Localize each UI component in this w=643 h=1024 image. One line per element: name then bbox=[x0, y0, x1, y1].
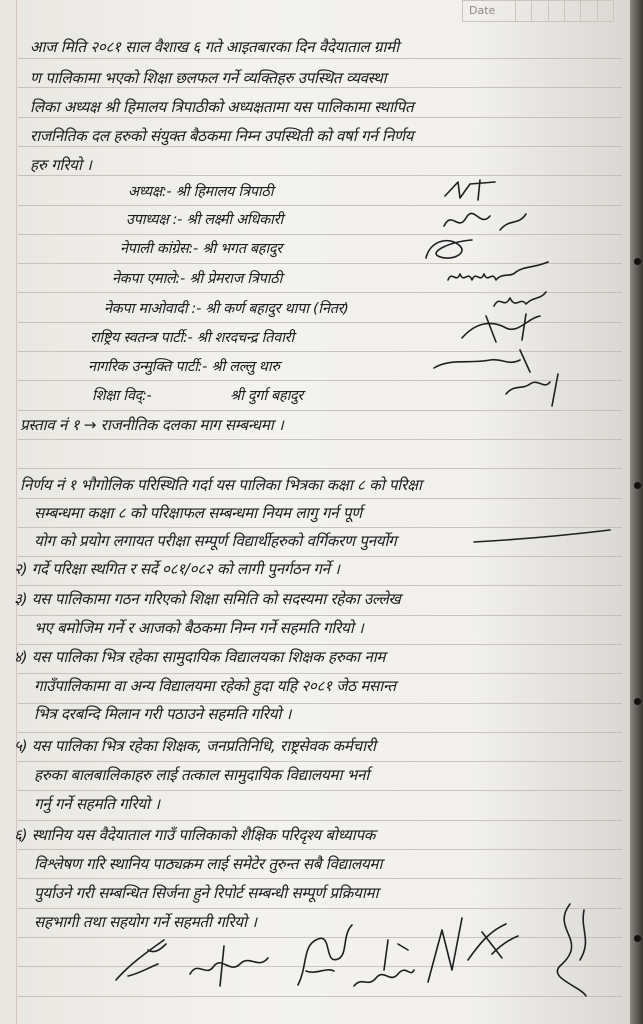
ruled-line bbox=[18, 146, 622, 147]
ruled-line bbox=[18, 175, 622, 176]
attendance-name: श्री प्रेमराज त्रिपाठी bbox=[189, 271, 282, 287]
signature bbox=[348, 930, 418, 1000]
attendance-role: नेकपा माओवादी :- bbox=[104, 301, 201, 317]
binding-hole bbox=[634, 935, 641, 942]
decision-line: गाउँपालिकामा वा अन्य विद्यालयमा रहेको हुदा यहि २०८१ जेठ मसान्त bbox=[34, 677, 396, 695]
signature bbox=[456, 308, 556, 348]
ruled-line bbox=[18, 87, 622, 88]
binding-hole bbox=[634, 482, 641, 489]
attendance-role: शिक्षा विद्:- bbox=[92, 388, 152, 404]
ruled-line bbox=[18, 556, 622, 557]
body-line: लिका अध्यक्ष श्री हिमालय त्रिपाठीको अध्यक्षतामा यस पालिकामा स्थापित bbox=[30, 98, 414, 116]
decision-line: निर्णय नं १ भौगोलिक परिस्थिति गर्दा यस पालिका भित्रका कक्षा ८ को परिक्षा bbox=[20, 476, 422, 494]
page-edge bbox=[630, 0, 643, 1024]
ruled-line bbox=[18, 585, 622, 586]
ruled-line bbox=[18, 615, 622, 616]
decision-line: गर्नु गर्ने सहमति गरियो । bbox=[34, 795, 160, 813]
ruled-line bbox=[18, 820, 622, 821]
decision-line: ३) यस पालिकामा गठन गरिएको शिक्षा समिति को सदस्यमा रहेका उल्लेख bbox=[14, 590, 401, 608]
ruled-line bbox=[18, 849, 622, 850]
body-line: आज मिति २०८१ साल वैशाख ६ गते आइतबारका दिन वैदेयाताल ग्रामी bbox=[30, 38, 399, 56]
attendance-role: अध्यक्ष:- bbox=[128, 184, 172, 200]
ruled-line bbox=[18, 117, 622, 118]
decision-line: हरुका बालबालिकाहरु लाई तत्काल सामुदायिक विद्यालयमा भर्ना bbox=[34, 766, 370, 784]
ruled-line bbox=[18, 205, 622, 206]
decision-line: ५) यस पालिका भित्र रहेका शिक्षक, जनप्रतिनिधि, राष्ट्रसेवक कर्मचारी bbox=[14, 737, 376, 755]
body-line: ण पालिकामा भएको शिक्षा छलफल गर्ने व्यक्तिहरु उपस्थित व्यवस्था bbox=[30, 69, 387, 87]
ruled-line bbox=[18, 644, 622, 645]
decision-line: २) गर्दे परिक्षा स्थगित र सर्दे ०८१/०८२ को लागी पुनर्गठन गर्ने । bbox=[14, 560, 340, 578]
attendance-row bbox=[126, 211, 618, 229]
body-line: राजनितिक दल हरुको संयुक्त बैठकमा निम्न उपस्थिती को वर्षा गर्न निर्णय bbox=[30, 127, 414, 145]
ruled-line bbox=[18, 996, 622, 997]
decision-line: योग को प्रयोग लगायत परीक्षा सम्पूर्ण विद्यार्थीहरुको वर्गिकरण पुनर्योग bbox=[34, 532, 397, 550]
attendance-name: श्री लल्लु थारु bbox=[211, 359, 280, 375]
binding-hole bbox=[634, 258, 641, 265]
ruled-line bbox=[18, 732, 622, 733]
ruled-line bbox=[18, 468, 622, 469]
margin-line bbox=[16, 0, 17, 1024]
ruled-line bbox=[18, 908, 622, 909]
binding-hole bbox=[634, 698, 641, 705]
annotation-mark bbox=[470, 500, 620, 550]
signature bbox=[444, 258, 554, 288]
attendance-role: उपाध्यक्ष :- bbox=[126, 212, 183, 228]
attendance-name: श्री हिमालय त्रिपाठी bbox=[175, 184, 274, 200]
attendance-role: राष्ट्रिय स्वतन्त्र पार्टी:- bbox=[90, 330, 193, 346]
signature bbox=[462, 910, 522, 970]
attendance-name: श्री लक्ष्मी अधिकारी bbox=[186, 212, 283, 228]
ruled-line bbox=[18, 703, 622, 704]
signature bbox=[418, 910, 468, 990]
signature bbox=[540, 900, 600, 1000]
ruled-line bbox=[18, 761, 622, 762]
proposal-line: प्रस्ताव नं १ → राजनीतिक दलका माग सम्बन्धमा । bbox=[20, 416, 284, 434]
decision-line: पुर्याउने गरी सम्बन्धित सिर्जना हुने रिपोर्ट सम्बन्धी सम्पूर्ण प्रक्रियामा bbox=[34, 884, 379, 902]
attendance-row bbox=[120, 240, 618, 258]
attendance-name: श्री शरदचन्द्र तिवारी bbox=[196, 330, 294, 346]
decision-line: ४) यस पालिका भित्र रहेका सामुदायिक विद्यालयका शिक्षक हरुका नाम bbox=[14, 648, 386, 666]
attendance-name: श्री कर्ण बहादुर थापा (नितर) bbox=[205, 301, 349, 317]
attendance-row bbox=[128, 183, 618, 201]
attendance-name: श्री दुर्गा बहादुर bbox=[230, 388, 303, 404]
body-line: हरु गरियो । bbox=[30, 156, 92, 174]
decision-line: भित्र दरबन्दि मिलान गरी पठाउने सहमति गरियो । bbox=[34, 705, 292, 723]
attendance-role: नागरिक उन्मुक्ति पार्टी:- bbox=[88, 359, 208, 375]
date-label: Date bbox=[469, 4, 496, 17]
signature bbox=[500, 370, 570, 410]
attendance-name: श्री भगत बहादुर bbox=[202, 241, 282, 257]
ruled-line bbox=[18, 439, 622, 440]
ruled-line bbox=[18, 234, 622, 235]
ruled-line bbox=[18, 673, 622, 674]
ruled-line bbox=[18, 58, 622, 59]
ruled-line bbox=[18, 498, 622, 499]
decision-line: सहभागी तथा सहयोग गर्ने सहमती गरियो । bbox=[34, 913, 257, 931]
attendance-role: नेकपा एमाले:- bbox=[112, 271, 185, 287]
decision-line: विश्लेषण गरि स्थानिय पाठ्यक्रम लाई समेटेर तुरुन्त सबै विद्यालयमा bbox=[34, 855, 383, 873]
signature bbox=[108, 930, 178, 990]
ruled-line bbox=[18, 790, 622, 791]
ruled-line bbox=[18, 878, 622, 879]
signature bbox=[440, 176, 500, 206]
signature bbox=[184, 940, 274, 990]
decision-line: ६) स्थानिय यस वैदेयाताल गाउँ पालिकाको शैक्षिक परिदृश्य बोध्यापक bbox=[14, 826, 376, 844]
attendance-role: नेपाली कांग्रेस:- bbox=[120, 241, 198, 257]
decision-line: भए बमोजिम गर्ने र आजको बैठकमा निम्न गर्ने सहमति गरियो । bbox=[34, 619, 364, 637]
ruled-line bbox=[18, 410, 622, 411]
decision-line: सम्बन्धमा कक्षा ८ को परिक्षाफल सम्बन्धमा नियम लागु गर्न पूर्ण bbox=[34, 504, 362, 522]
date-box bbox=[462, 0, 614, 22]
